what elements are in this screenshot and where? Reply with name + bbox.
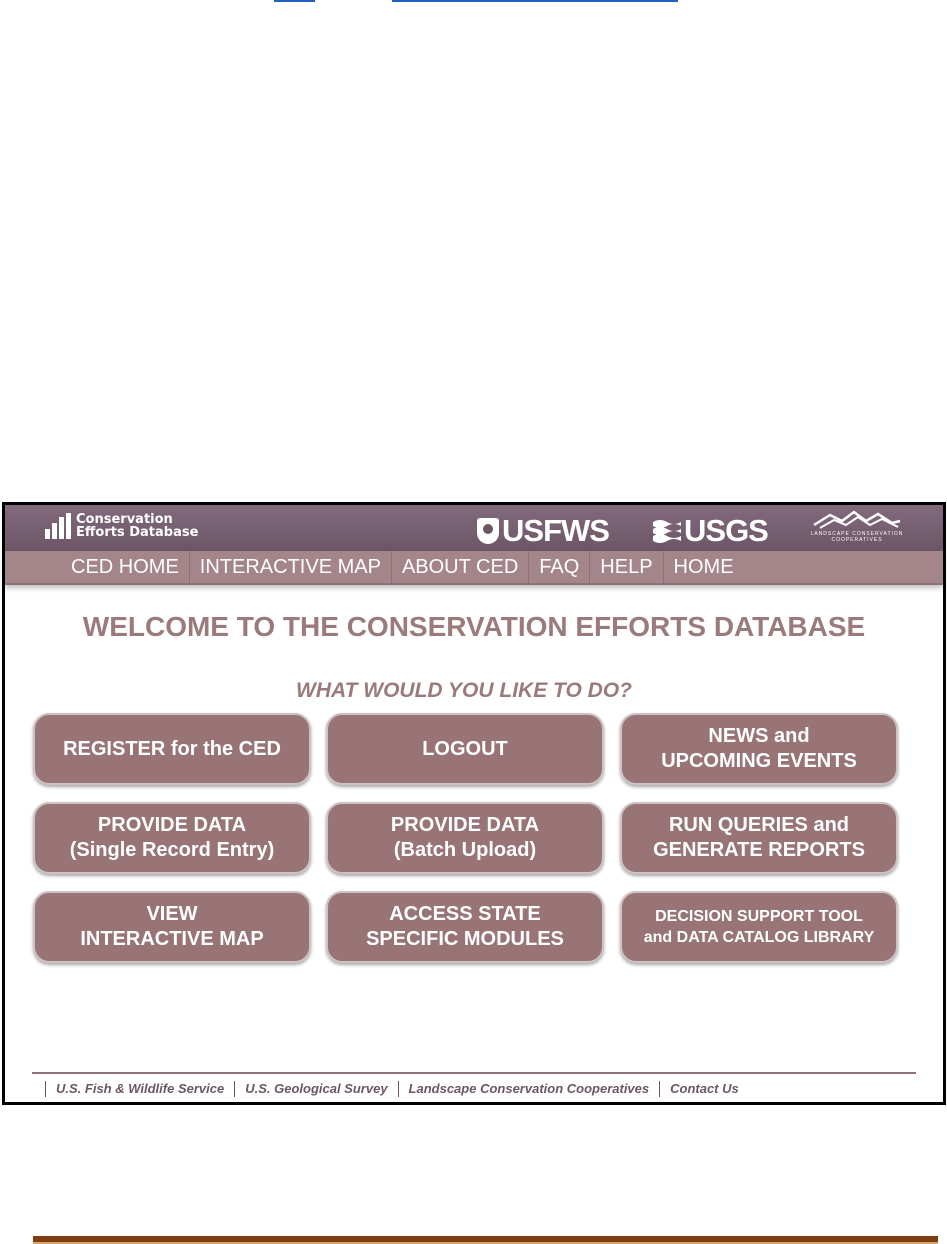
run-queries-line2: GENERATE REPORTS xyxy=(653,839,865,861)
decision-support-button[interactable] xyxy=(620,891,898,963)
usfws-shield-icon xyxy=(477,518,499,544)
ced-screenshot-frame xyxy=(2,502,946,1105)
run-queries-button[interactable] xyxy=(620,802,898,874)
view-map-line2: INTERACTIVE MAP xyxy=(80,928,264,950)
top-fragment-link[interactable] xyxy=(392,0,678,2)
nav-home[interactable]: HOME xyxy=(663,551,744,583)
state-modules-line2: SPECIFIC MODULES xyxy=(366,928,564,950)
provide-batch-line1: PROVIDE DATA xyxy=(390,814,540,836)
provide-data-single-button[interactable] xyxy=(33,802,311,874)
nav-help[interactable]: HELP xyxy=(589,551,662,583)
footer-link-lcc[interactable]: Landscape Conservation Cooperatives xyxy=(398,1081,660,1097)
provide-data-batch-button[interactable] xyxy=(326,802,604,874)
nav-interactive-map[interactable]: INTERACTIVE MAP xyxy=(189,551,391,583)
provide-single-line1: PROVIDE DATA xyxy=(97,814,247,836)
usgs-logo[interactable] xyxy=(652,513,768,549)
prompt-heading: WHAT WOULD YOU LIKE TO DO? xyxy=(296,679,632,702)
register-button[interactable] xyxy=(33,713,311,785)
state-modules-line1: ACCESS STATE xyxy=(389,903,541,925)
nav-ced-home[interactable]: CED HOME xyxy=(71,556,179,578)
page-bottom-rule xyxy=(33,1236,938,1244)
footer-link-usfws[interactable]: U.S. Fish & Wildlife Service xyxy=(45,1081,234,1097)
lcc-label-1: LANDSCAPE CONSERVATION xyxy=(810,531,904,537)
news-events-button[interactable] xyxy=(620,713,898,785)
usgs-label: USGS xyxy=(684,513,768,548)
decision-support-line1: DECISION SUPPORT TOOL xyxy=(655,908,863,925)
ced-bar-chart-icon xyxy=(45,513,71,539)
lcc-mountains-icon xyxy=(812,509,902,531)
news-label-line2: UPCOMING EVENTS xyxy=(661,750,857,772)
lcc-logo[interactable] xyxy=(801,509,913,549)
provide-batch-line2: (Batch Upload) xyxy=(393,839,537,861)
lcc-label-2: COOPERATIVES xyxy=(831,537,883,543)
top-fragment-mark xyxy=(274,0,315,2)
logout-label: LOGOUT xyxy=(422,737,508,760)
decision-support-line2: and DATA CATALOG LIBRARY xyxy=(643,929,875,946)
footer-link-contact[interactable]: Contact Us xyxy=(659,1081,749,1097)
view-map-line1: VIEW xyxy=(146,903,198,925)
ced-logo[interactable] xyxy=(45,513,198,539)
footer-links xyxy=(45,1081,749,1097)
footer-link-usgs[interactable]: U.S. Geological Survey xyxy=(234,1081,397,1097)
footer-divider xyxy=(32,1072,916,1074)
ced-logo-line1: Conservation xyxy=(76,512,173,527)
usfws-label: USFWS xyxy=(502,513,609,548)
nav-faq[interactable]: FAQ xyxy=(528,551,589,583)
state-modules-button[interactable] xyxy=(326,891,604,963)
logout-button[interactable] xyxy=(326,713,604,785)
page-title: WELCOME TO THE CONSERVATION EFFORTS DATABASE xyxy=(82,611,866,642)
register-label: REGISTER for the CED xyxy=(63,737,281,760)
view-interactive-map-button[interactable] xyxy=(33,891,311,963)
main-nav xyxy=(5,551,943,585)
news-label-line1: NEWS and xyxy=(708,725,810,747)
site-header xyxy=(5,505,943,551)
provide-single-line2: (Single Record Entry) xyxy=(69,839,275,861)
nav-about-ced[interactable]: ABOUT CED xyxy=(391,551,528,583)
usgs-waves-icon xyxy=(652,518,682,544)
usfws-logo[interactable] xyxy=(477,513,609,549)
ced-logo-line2: Efforts Database xyxy=(76,525,199,540)
run-queries-line1: RUN QUERIES and xyxy=(668,814,850,836)
